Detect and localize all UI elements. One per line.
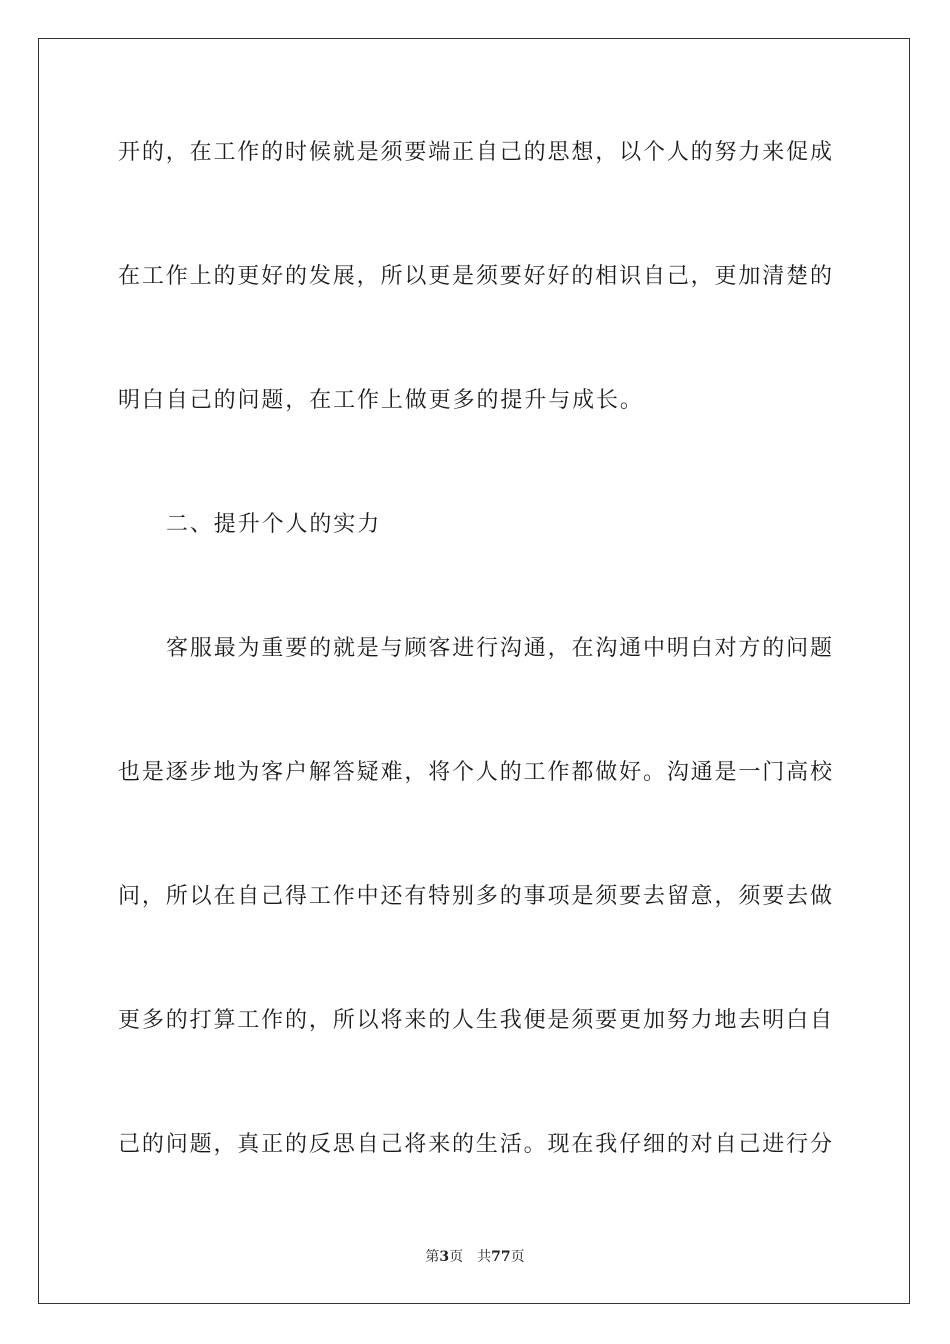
page-footer bbox=[0, 1248, 950, 1266]
body-line-7: 问，所以在自己得工作中还有特别多的事项是须要去留意，须要去做 bbox=[118, 884, 832, 909]
footer-page-number: 3 bbox=[439, 1249, 450, 1265]
body-line-1: 开的，在工作的时候就是须要端正自己的思想，以个人的努力来促成 bbox=[118, 140, 832, 165]
body-line-2: 在工作上的更好的发展，所以更是须要好好的相识自己，更加清楚的 bbox=[118, 264, 832, 289]
body-line-3: 明白自己的问题，在工作上做更多的提升与成长。 bbox=[118, 388, 644, 413]
footer-page-suffix: 页 bbox=[449, 1249, 464, 1265]
body-line-6: 也是逐步地为客户解答疑难，将个人的工作都做好。沟通是一门高校 bbox=[118, 760, 832, 785]
page-border bbox=[38, 38, 910, 1304]
body-line-9: 己的问题，真正的反思自己将来的生活。现在我仔细的对自己进行分 bbox=[118, 1132, 832, 1157]
section-heading: 二、提升个人的实力 bbox=[166, 512, 382, 537]
body-line-8: 更多的打算工作的，所以将来的人生我便是须要更加努力地去明白自 bbox=[118, 1008, 832, 1033]
footer-total-prefix: 共 bbox=[477, 1249, 492, 1265]
footer-total-suffix: 页 bbox=[510, 1249, 525, 1265]
body-line-5: 客服最为重要的就是与顾客进行沟通，在沟通中明白对方的问题 bbox=[166, 636, 832, 661]
footer-total-pages: 77 bbox=[491, 1249, 511, 1265]
footer-page-prefix: 第 bbox=[425, 1249, 440, 1265]
